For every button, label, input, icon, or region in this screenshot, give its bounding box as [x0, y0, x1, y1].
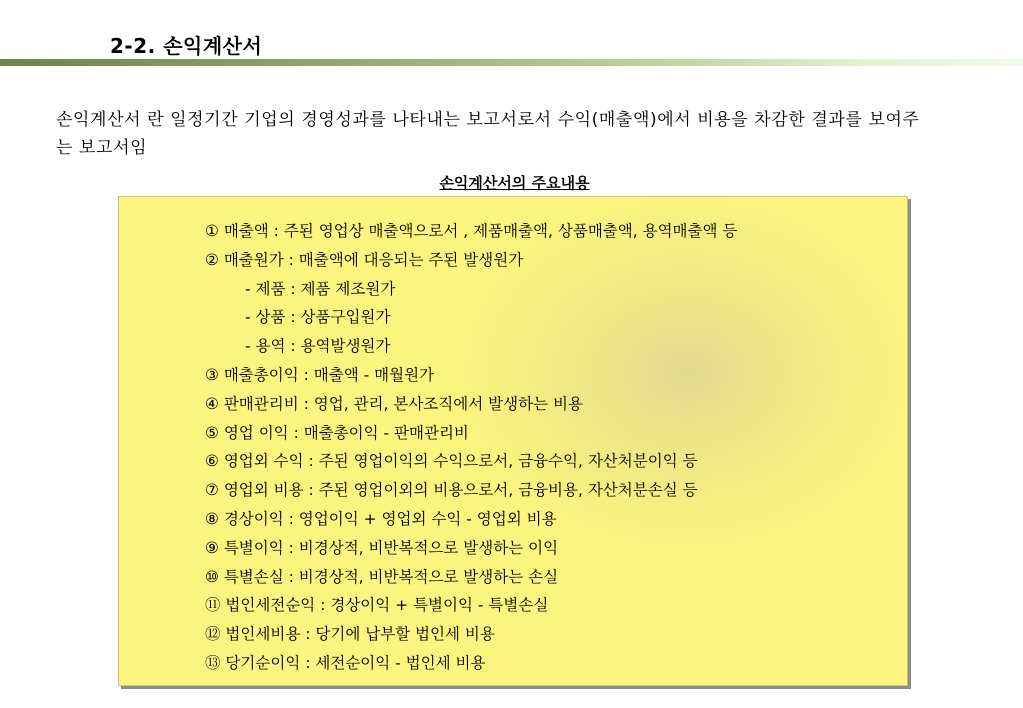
- section-title-text: 손익계산서의 주요내용: [439, 174, 590, 192]
- title-underline-bar: [0, 59, 1023, 66]
- list-item: ⑪ 법인세전순익 : 경상이익 + 특별이익 - 특별손실: [205, 596, 549, 615]
- list-subitem: - 용역 : 용역발생원가: [245, 337, 391, 356]
- list-subitem: - 상품 : 상품구입원가: [245, 308, 391, 327]
- list-item: ④ 판매관리비 : 영업, 관리, 본사조직에서 발생하는 비용: [205, 394, 583, 413]
- list-item: ⑤ 영업 이익 : 매출총이익 - 판매관리비: [205, 423, 469, 442]
- list-item: ⑩ 특별손실 : 비경상적, 비반복적으로 발생하는 손실: [205, 567, 559, 586]
- item-list: [205, 217, 737, 678]
- list-subitem: - 제품 : 제품 제조원가: [245, 279, 396, 298]
- content-box: [118, 196, 908, 686]
- list-item: ⑥ 영업외 수익 : 주된 영업이익의 수익으로서, 금융수익, 자산처분이익 등: [205, 452, 698, 471]
- section-title: [0, 172, 1023, 193]
- intro-paragraph: 손익계산서 란 일정기간 기업의 경영성과를 나타내는 보고서로서 수익(매출액)에서 비용을 차감한 결과를 보여주는 보고서임: [56, 110, 920, 158]
- list-item: ⑫ 법인세비용 : 당기에 납부할 법인세 비용: [205, 625, 495, 644]
- page-title: 2-2. 손익계산서: [110, 34, 263, 58]
- list-item: ⑨ 특별이익 : 비경상적, 비반복적으로 발생하는 이익: [205, 538, 559, 557]
- list-item: ⑦ 영업외 비용 : 주된 영업이외의 비용으로서, 금융비용, 자산처분손실 등: [205, 481, 698, 500]
- list-item: ① 매출액 : 주된 영업상 매출액으로서 , 제품매출액, 상품매출액, 용역매출액 등: [205, 222, 738, 240]
- list-item: ② 매출원가 : 매출액에 대응되는 주된 발생원가: [205, 250, 524, 269]
- list-item: ⑬ 당기순이익 : 세전순이익 - 법인세 비용: [205, 653, 486, 672]
- list-item: ⑧ 경상이익 : 영업이익 + 영업외 수익 - 영업외 비용: [205, 509, 557, 528]
- list-item: ③ 매출총이익 : 매출액 - 매월원가: [205, 365, 435, 384]
